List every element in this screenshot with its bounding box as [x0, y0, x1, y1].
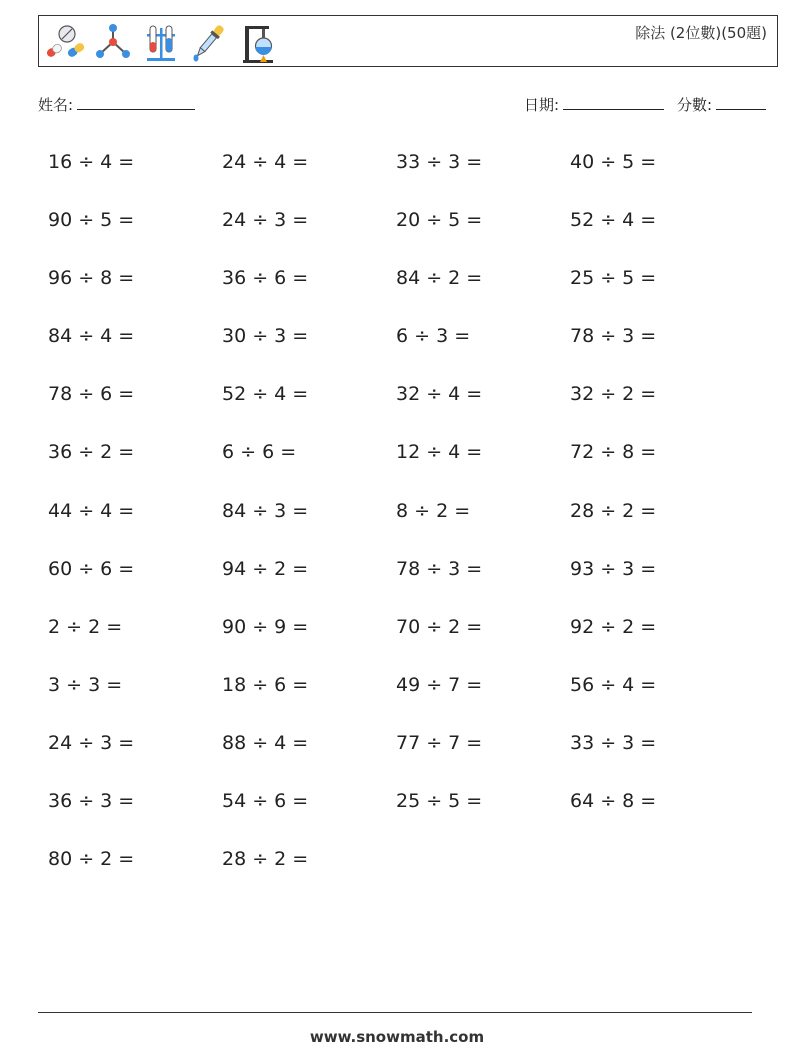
date-label: 日期: [524, 96, 560, 114]
division-problem: 24 ÷ 3 = [222, 209, 309, 232]
division-problem: 24 ÷ 4 = [222, 151, 309, 173]
problem-grid [48, 142, 744, 897]
division-problem: 94 ÷ 2 = [222, 557, 309, 580]
division-problem: 24 ÷ 3 = [48, 731, 135, 754]
division-problem: 20 ÷ 5 = [396, 209, 483, 232]
division-problem: 33 ÷ 3 = [570, 731, 657, 754]
name-blank[interactable] [77, 94, 195, 110]
division-problem: 54 ÷ 6 = [222, 790, 309, 813]
name-field [38, 94, 195, 115]
pills-icon [43, 20, 87, 64]
date-blank[interactable] [563, 94, 664, 110]
division-problem: 80 ÷ 2 = [48, 848, 135, 871]
division-problem: 44 ÷ 4 = [48, 499, 135, 522]
division-problem: 72 ÷ 8 = [570, 441, 657, 464]
division-problem: 52 ÷ 4 = [222, 383, 309, 406]
division-problem: 12 ÷ 4 = [396, 441, 483, 464]
division-problem: 2 ÷ 2 = [48, 615, 123, 638]
footer-url: www.snowmath.com [309, 1028, 485, 1046]
division-problem: 6 ÷ 6 = [222, 441, 297, 464]
division-problem: 8 ÷ 2 = [396, 499, 471, 522]
division-problem: 36 ÷ 2 = [48, 441, 135, 464]
score-field [677, 94, 766, 115]
division-problem: 60 ÷ 6 = [48, 557, 135, 580]
flask-stand-icon [235, 20, 279, 64]
division-problem: 16 ÷ 4 = [48, 151, 135, 173]
division-problem: 93 ÷ 3 = [570, 557, 657, 580]
division-problem: 6 ÷ 3 = [396, 325, 471, 348]
division-problem: 84 ÷ 3 = [222, 499, 309, 522]
division-problem: 32 ÷ 2 = [570, 383, 657, 406]
division-problem: 33 ÷ 3 = [396, 151, 483, 173]
header-icons [43, 20, 279, 64]
score-blank[interactable] [716, 94, 766, 110]
division-problem: 78 ÷ 6 = [48, 383, 135, 406]
division-problem: 32 ÷ 4 = [396, 383, 483, 406]
division-problem: 78 ÷ 3 = [570, 325, 657, 348]
division-problem: 92 ÷ 2 = [570, 615, 657, 638]
header-box [38, 15, 778, 67]
division-problem: 88 ÷ 4 = [222, 731, 309, 754]
division-problem: 90 ÷ 9 = [222, 615, 309, 638]
division-problem: 49 ÷ 7 = [396, 673, 483, 696]
worksheet-title: 除法 (2位數)(50題) [635, 24, 767, 42]
division-problem: 78 ÷ 3 = [396, 557, 483, 580]
division-problem: 84 ÷ 2 = [396, 267, 483, 290]
score-label: 分數: [677, 96, 713, 114]
name-label: 姓名: [38, 96, 74, 114]
division-problem: 77 ÷ 7 = [396, 731, 483, 754]
division-problem: 84 ÷ 4 = [48, 325, 135, 348]
division-problem: 56 ÷ 4 = [570, 673, 657, 696]
division-problem: 96 ÷ 8 = [48, 267, 135, 290]
division-problem: 36 ÷ 6 = [222, 267, 309, 290]
division-problem: 28 ÷ 2 = [222, 848, 309, 871]
division-problem: 70 ÷ 2 = [396, 615, 483, 638]
division-problem: 36 ÷ 3 = [48, 790, 135, 813]
division-problem: 3 ÷ 3 = [48, 673, 123, 696]
division-problem: 28 ÷ 2 = [570, 499, 657, 522]
molecule-icon [91, 20, 135, 64]
pipette-icon [187, 20, 231, 64]
division-problem: 18 ÷ 6 = [222, 673, 309, 696]
division-problem: 90 ÷ 5 = [48, 209, 135, 232]
date-field [524, 94, 664, 115]
footer-divider [38, 1012, 752, 1013]
division-problem: 25 ÷ 5 = [396, 790, 483, 813]
division-problem: 25 ÷ 5 = [570, 267, 657, 290]
division-problem: 52 ÷ 4 = [570, 209, 657, 232]
division-problem: 30 ÷ 3 = [222, 325, 309, 348]
division-problem: 64 ÷ 8 = [570, 790, 657, 813]
test-tubes-icon [139, 20, 183, 64]
division-problem: 40 ÷ 5 = [570, 151, 657, 173]
